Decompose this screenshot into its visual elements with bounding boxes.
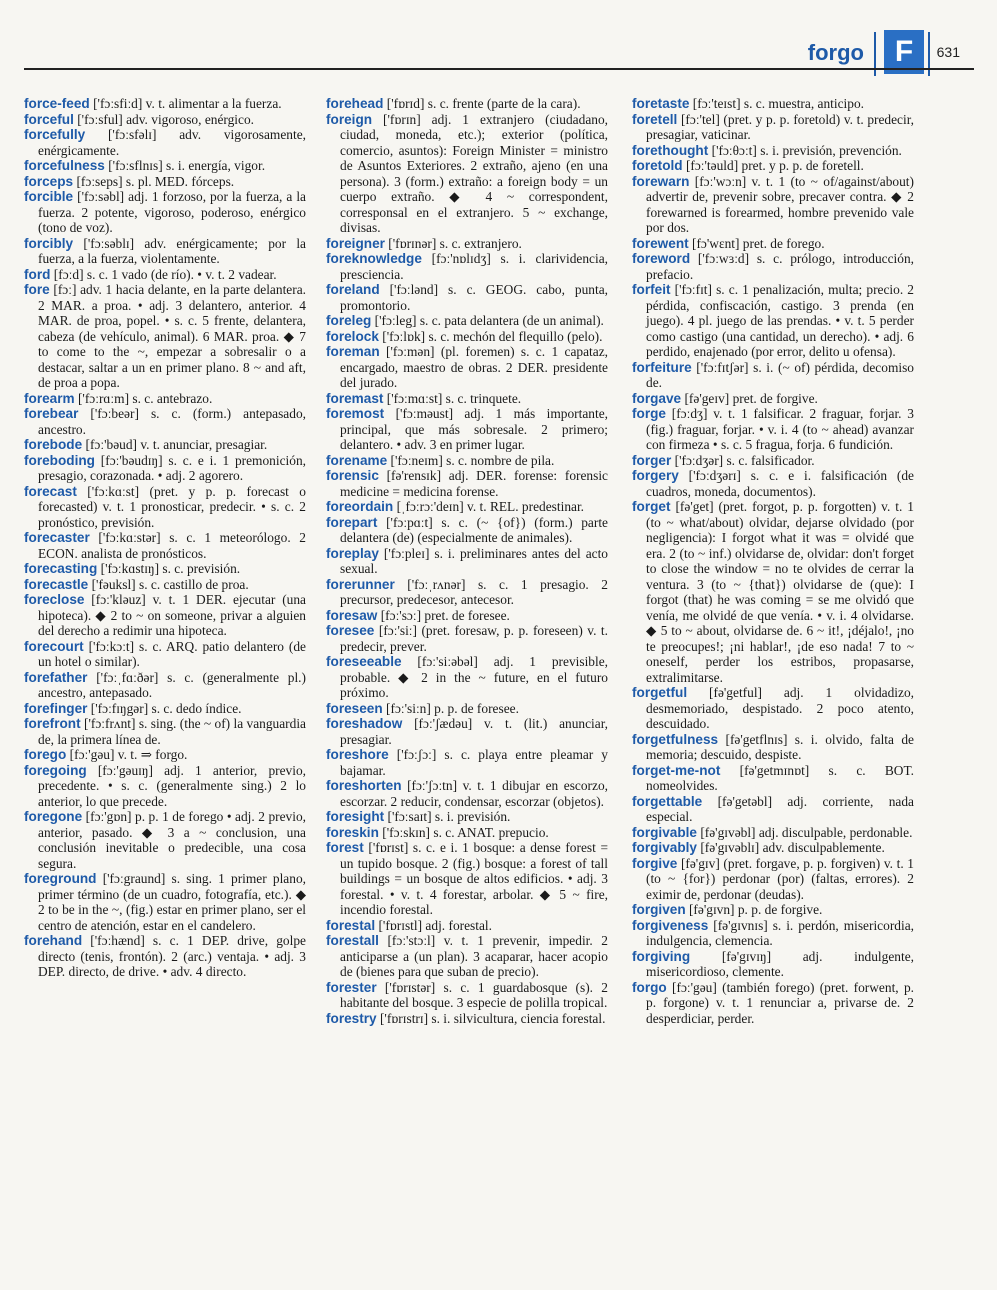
entry-definition: [fə'gɪvəbl] adj. disculpable, perdonable.: [696, 824, 913, 840]
entry-headword: forget-me-not: [632, 762, 721, 778]
entry-headword: forgetful: [632, 685, 688, 700]
column-1: [24, 96, 306, 1266]
entry-definition: [fə'gɪvnɪs] s. i. perdón, misericordia, indulgencia, clemencia.: [646, 917, 914, 948]
dictionary-entry: [24, 437, 306, 453]
dictionary-entry: [632, 902, 914, 918]
dictionary-entry: [632, 96, 914, 112]
entry-definition: [fɔːd] s. c. 1 vado (de río). • v. t. 2 vadear.: [50, 266, 277, 282]
dictionary-entry: [326, 701, 608, 717]
entry-headword: forceful: [24, 111, 74, 127]
entry-headword: forewent: [632, 235, 689, 251]
dictionary-entry: [632, 406, 914, 453]
column-2: [326, 96, 608, 1266]
entry-headword: forefinger: [24, 700, 88, 716]
dictionary-entry: [24, 670, 306, 701]
entry-definition: [fɔː'wɔːn] v. t. 1 (to ~ of/against/about) advertir de, prevenir sobre, precaver contra. ◆ 2 forewarned is forearmed, hombre prevenido vale por dos.: [646, 173, 914, 235]
entry-headword: foremost: [326, 406, 385, 421]
dictionary-entry: [24, 747, 306, 763]
entry-headword: foretold: [632, 158, 683, 173]
dictionary-entry: [326, 282, 608, 313]
entry-headword: forgettable: [632, 793, 703, 809]
entry-definition: [fɔː'təuld] pret. y p. p. de foretell.: [682, 158, 864, 173]
entry-headword: forcibly: [24, 235, 74, 251]
dictionary-entry: [326, 499, 608, 515]
entry-headword: foreign: [326, 111, 373, 127]
entry-definition: [fə'getmɪnɒt] s. c. BOT. nomeolvides.: [646, 762, 914, 793]
entry-definition: [fɔː'gəuɪŋ] adj. 1 anterior, previo, precedente. • s. c. (generalmente sing.) 2 lo anterior, lo que precede.: [38, 762, 306, 809]
entry-headword: foregoing: [24, 762, 87, 778]
entry-definition: [fɔːdʒ] v. t. 1 falsificar. 2 fraguar, forjar. 3 (fig.) fraguar, forjar. • v. i. 4 (to ~ ahead) avanzar con firmeza • s. c. 5 fragua, forja. 6 fundición.: [646, 406, 914, 452]
entry-definition: ['fɔːˌfɑːðər] s. c. (generalmente pl.) ancestro, antepasado.: [38, 669, 306, 700]
dictionary-entry: [326, 344, 608, 391]
dictionary-entry: [24, 453, 306, 484]
entry-definition: [fɔː'nɒlɪdʒ] s. i. clarividencia, presciencia.: [340, 251, 608, 282]
dictionary-entry: [326, 840, 608, 918]
entry-headword: forecaster: [24, 530, 90, 545]
dictionary-entry: [326, 608, 608, 624]
entry-definition: ['fɔːsfəlɪ] adv. vigorosamente, enérgicamente.: [38, 127, 306, 158]
entry-headword: foreword: [632, 251, 691, 266]
entry-definition: ['fɔːneɪm] s. c. nombre de pila.: [387, 452, 555, 468]
entry-definition: ['fɔːfɪŋgər] s. c. dedo índice.: [87, 700, 242, 716]
entry-headword: forgetfulness: [632, 731, 719, 747]
page-header: [24, 26, 974, 74]
dictionary-entry: [326, 654, 608, 701]
dictionary-entry: [326, 251, 608, 282]
entry-headword: forename: [326, 452, 388, 468]
column-3: [632, 96, 914, 1266]
dictionary-entry: [326, 825, 608, 841]
entry-definition: [fɔː] adv. 1 hacia delante, en la parte delantera. 2 MAR. a proa. • adj. 3 delantero, anterior. 4 MAR. de proa, popel. • s. c. 5 frente, delantera, cabeza (de vehículo, animal). 6 MAR. proa. ◆ 7 to come to the ~, empezar a sobresalir o a destacar, saltar a un en primer plano. 8 ~ and aft, de proa a popa.: [38, 282, 306, 390]
dictionary-entry: [24, 189, 306, 236]
dictionary-entry: [632, 158, 914, 174]
entry-headword: forgiven: [632, 902, 686, 917]
entry-headword: foreland: [326, 282, 380, 297]
entry-headword: foreleg: [326, 313, 372, 328]
entry-definition: [fɔːseps] s. pl. MED. fórceps.: [73, 173, 235, 189]
entry-definition: ['fɔːsful] adv. vigoroso, enérgico.: [73, 111, 255, 127]
dictionary-entry: [24, 112, 306, 128]
dictionary-entry: [632, 282, 914, 360]
dictionary-entry: [632, 174, 914, 236]
entry-definition: [fɔː'gəu] v. t. ⇒ forgo.: [66, 747, 188, 762]
dictionary-entry: [632, 918, 914, 949]
entry-definition: [fɔ'wɛnt] pret. de forego.: [688, 235, 825, 251]
dictionary-entry: [24, 158, 306, 174]
dictionary-entry: [24, 933, 306, 980]
entry-definition: ['fɔːfrʌnt] s. sing. (the ~ of) la vanguardia de, la primera línea de.: [38, 716, 306, 747]
entry-definition: ['fɔːdʒər] s. c. falsificador.: [671, 452, 815, 468]
entry-definition: ['fɔːˌrʌnər] s. c. 1 presagio. 2 precursor, predecesor, antecesor.: [340, 576, 608, 607]
dictionary-entry: [632, 685, 914, 732]
entry-definition: [fɔː'ʃɔːtn] v. t. 1 dibujar en escorzo, escorzar. 2 reducir, condensar, escorzar (objetos).: [340, 778, 608, 809]
entry-definition: [fə'geɪv] pret. de forgive.: [681, 390, 818, 406]
entry-definition: ['fɔːθɔːt] s. i. previsión, prevención.: [708, 142, 902, 158]
entry-definition: ['fɔːskɪn] s. c. ANAT. prepucio.: [378, 824, 549, 840]
dictionary-entry: [24, 871, 306, 933]
entry-definition: ['fɔːmɑːst] s. c. trinquete.: [383, 390, 522, 406]
entry-definition: ['fɔːkɑːst] (pret. y p. p. forecast o forecasted) v. t. 1 pronosticar, predecir. • s. c. 2 pronóstico, previsión.: [38, 483, 306, 530]
entry-headword: forethought: [632, 142, 709, 158]
entry-definition: ['fɔːsaɪt] s. i. previsión.: [384, 809, 511, 824]
dictionary-entry: [326, 623, 608, 654]
dictionary-entry: [632, 499, 914, 685]
entry-headword: forgivably: [632, 840, 697, 855]
entry-definition: [fə'getful] adj. 1 olvidadizo, desmemoriado, despistado. 2 poco atento, descuidado.: [646, 685, 914, 731]
dictionary-entry: [24, 701, 306, 717]
dictionary-entry: [632, 453, 914, 469]
entry-definition: [fɔː'gəu] (también forego) (pret. forwent, p. p. forgone) v. t. 1 renunciar a, privarse de. 2 desperdiciar, perder.: [646, 979, 914, 1026]
dictionary-entry: [326, 918, 608, 934]
entry-headword: foreseeable: [326, 654, 402, 669]
entry-headword: forget: [632, 499, 671, 514]
entry-definition: ['fɔːbeər] s. c. (form.) antepasado, ancestro.: [38, 406, 306, 437]
entry-definition: [fɔː'siːn] p. p. de foresee.: [382, 700, 519, 716]
entry-definition: ['fɔːsflnɪs] s. i. energía, vigor.: [104, 158, 266, 173]
entry-headword: forecourt: [24, 638, 84, 654]
dictionary-entry: [326, 468, 608, 499]
entry-definition: [fɔː'teɪst] s. c. muestra, anticipo.: [689, 96, 864, 111]
entry-headword: foreplay: [326, 545, 379, 561]
entry-definition: ['fɔːleg] s. c. pata delantera (de un animal).: [371, 313, 604, 328]
dictionary-entry: [632, 251, 914, 282]
entry-definition: ['fɒrɪnər] s. c. extranjero.: [384, 235, 522, 251]
dictionary-entry: [24, 391, 306, 407]
entry-definition: ['fɔːsəblɪ] adv. enérgicamente; por la fuerza, a la fuerza, violentamente.: [38, 235, 306, 266]
dictionary-entry: [24, 174, 306, 190]
entry-headword: fore: [24, 282, 50, 297]
entry-headword: forester: [326, 979, 377, 995]
entry-headword: forestry: [326, 1010, 377, 1026]
entry-headword: forfeit: [632, 282, 671, 297]
dictionary-entry: [326, 577, 608, 608]
entry-headword: foreshorten: [326, 778, 402, 793]
entry-headword: forefather: [24, 669, 88, 685]
dictionary-entry: [326, 546, 608, 577]
entry-headword: forfeiture: [632, 359, 692, 375]
dictionary-entry: [24, 96, 306, 112]
dictionary-entry: [24, 127, 306, 158]
entry-headword: foreshadow: [326, 716, 403, 731]
entry-headword: foreigner: [326, 235, 385, 251]
entry-definition: ['fɔːlɒk] s. c. mechón del flequillo (pelo).: [378, 328, 603, 344]
entry-headword: foreseen: [326, 700, 383, 716]
entry-headword: forcible: [24, 189, 74, 204]
entry-headword: forewarn: [632, 173, 690, 189]
guide-word: forgo: [807, 40, 864, 65]
entry-headword: forgery: [632, 468, 679, 483]
entry-headword: forgo: [632, 979, 667, 995]
entry-headword: foresight: [326, 809, 385, 824]
entry-definition: [fɔː'sɔː] pret. de foresee.: [377, 607, 510, 623]
dictionary-entry: [24, 577, 306, 593]
entry-headword: forebode: [24, 437, 83, 452]
entry-definition: ['fɔːwɜːd] s. c. prólogo, introducción, prefacio.: [646, 251, 914, 282]
dictionary-entry: [326, 313, 608, 329]
entry-definition: [fə'getflnɪs] s. i. olvido, falta de memoria; descuido, despiste.: [646, 731, 914, 762]
entry-definition: [fə'gɪvɪŋ] adj. indulgente, misericordioso, clemente.: [646, 948, 914, 979]
entry-definition: [fɔː'gɒn] p. p. 1 de forego • adj. 2 previo, anterior, pasado. ◆ 3 a ~ conclusion, una conclusión inevitable o predecible, una cosa segura.: [38, 809, 306, 871]
dictionary-columns: [24, 96, 974, 1266]
dictionary-entry: [632, 794, 914, 825]
entry-headword: foreclose: [24, 592, 85, 607]
dictionary-entry: [632, 112, 914, 143]
entry-definition: [fə'rensɪk] adj. DER. forense: forensic medicine = medicina forense.: [340, 468, 608, 499]
entry-headword: forest: [326, 840, 364, 855]
dictionary-entry: [24, 236, 306, 267]
entry-definition: ['fɔːlənd] s. c. GEOG. cabo, punta, promontorio.: [340, 282, 608, 313]
dictionary-entry: [24, 530, 306, 561]
entry-headword: forensic: [326, 468, 379, 483]
dictionary-entry: [326, 980, 608, 1011]
entry-headword: forestal: [326, 917, 376, 933]
dictionary-entry: [24, 406, 306, 437]
dictionary-entry: [632, 949, 914, 980]
entry-headword: forgiveness: [632, 917, 709, 933]
entry-headword: forgiving: [632, 948, 691, 964]
entry-headword: forehead: [326, 96, 384, 111]
dictionary-entry: [326, 406, 608, 453]
entry-headword: forego: [24, 747, 67, 762]
entry-headword: forebear: [24, 406, 79, 421]
dictionary-entry: [632, 763, 914, 794]
dictionary-entry: [24, 639, 306, 670]
dictionary-entry: [632, 143, 914, 159]
entry-definition: ['fɔːmən] (pl. foremen) s. c. 1 capataz, encargado, maestro de obras. 2 DER. presidente del jurado.: [340, 344, 608, 390]
dictionary-entry: [632, 840, 914, 856]
entry-headword: forcefully: [24, 127, 86, 142]
entry-definition: [fə'gɪvn] p. p. de forgive.: [685, 902, 823, 917]
dictionary-entry: [326, 391, 608, 407]
entry-definition: [fə'gɪv] (pret. forgave, p. p. forgiven) v. t. 1 (to ~ {for}) perdonar (por) (faltas, errores). 2 eximir de, perdonar (deudas).: [646, 855, 914, 902]
dictionary-entry: [24, 592, 306, 639]
entry-definition: ['fɔːkɑstɪŋ] s. c. previsión.: [97, 561, 241, 576]
entry-headword: foretell: [632, 111, 678, 127]
entry-headword: forger: [632, 452, 672, 468]
dictionary-entry: [632, 236, 914, 252]
dictionary-entry: [632, 825, 914, 841]
entry-headword: forecastle: [24, 576, 89, 592]
dictionary-entry: [326, 515, 608, 546]
entry-definition: [ˌfɔːrɔː'deɪn] v. t. REL. predestinar.: [393, 499, 585, 514]
dictionary-entry: [632, 468, 914, 499]
entry-headword: forepart: [326, 514, 378, 530]
entry-headword: forge: [632, 406, 666, 421]
dictionary-entry: [632, 391, 914, 407]
entry-definition: [fɔː'bəudɪŋ] s. c. e i. 1 premonición, presagio, corazonada. • adj. 2 agorero.: [38, 452, 306, 483]
entry-definition: ['fɔːpɑːt] s. c. (~ {of}) (form.) parte delantera (de) (especialmente de animales).: [340, 514, 608, 545]
entry-headword: forestall: [326, 933, 379, 948]
entry-headword: forceps: [24, 173, 74, 189]
entry-definition: [fɔː'siːəbəl] adj. 1 previsible, probable. ◆ 2 in the ~ future, en el futuro próximo.: [340, 654, 608, 700]
entry-headword: foremast: [326, 390, 384, 406]
entry-headword: forecast: [24, 483, 77, 499]
entry-headword: ford: [24, 266, 51, 282]
entry-headword: forgivable: [632, 824, 697, 840]
entry-definition: ['fɔːhænd] s. c. 1 DEP. drive, golpe directo (tenis, frontón). 2 (arc.) ventaja. • adj. 3 DEP. directo, de drive. • adv. 4 directo.: [38, 933, 306, 979]
entry-definition: ['fɒrɪstrɪ] s. i. silvicultura, ciencia forestal.: [376, 1010, 606, 1026]
entry-definition: ['fɒrɪd] s. c. frente (parte de la cara).: [383, 96, 581, 111]
dictionary-entry: [632, 856, 914, 903]
entry-definition: ['fɔːpleɪ] s. i. preliminares antes del acto sexual.: [340, 545, 608, 576]
entry-headword: foresaw: [326, 607, 378, 623]
entry-definition: [fɔː'kləuz] v. t. 1 DER. ejecutar (una hipoteca). ◆ 2 to ~ on someone, privar a alguien del derecho a redimir una hipoteca.: [38, 592, 306, 638]
entry-definition: ['fɔːməust] adj. 1 más importante, principal, que más sobresale. 2 primero; delantero. • adv. 3 en primer lugar.: [340, 406, 608, 452]
entry-definition: ['fɒrɪn] adj. 1 extranjero (ciudadano, ciudad, moneda, etc.); exterior (política, comercio, asuntos): Foreign Minister = ministro de Asuntos Exteriores. 2 extraño, ajeno (en una persona). 3 (form.) extraño: a foreign body = un cuerpo extraño. ◆ 4 ~ correspondent, corresponsal en el extranjero. 5 ~ exchange, divisas.: [340, 111, 608, 235]
entry-definition: ['fɒrɪst] s. c. e i. 1 bosque: a dense forest = un tupido bosque. 2 (fig.) bosque: a forest of tall buildings = un bosque de altos edificios. • adj. 3 forestal. • v. t. 4 forestar, arbolar. ◆ 5 ~ fire, incendio forestal.: [340, 840, 608, 917]
dictionary-entry: [632, 360, 914, 391]
dictionary-entry: [326, 747, 608, 778]
entry-headword: foreordain: [326, 499, 394, 514]
entry-headword: foregone: [24, 809, 83, 824]
entry-definition: ['fɔːkɔːt] s. c. ARQ. patio delantero (de un hotel o similar).: [38, 638, 306, 669]
entry-definition: ['fɔːfɪt] s. c. 1 penalización, multa; precio. 2 pérdida, confiscación, castigo. 3 prenda (en juego). 4 pl. juego de las prendas. • v. t. 5 perder como castigo (una cantidad, un derecho). • adj. 6 perdido, enajenado (por error, delito u ofensa).: [646, 282, 914, 359]
dictionary-entry: [326, 112, 608, 236]
entry-headword: foreboding: [24, 452, 95, 468]
entry-definition: ['fɒrɪstl] adj. forestal.: [375, 917, 492, 933]
dictionary-entry: [24, 282, 306, 391]
entry-definition: [fə'getəbl] adj. corriente, nada especial.: [646, 793, 914, 824]
dictionary-entry: [326, 809, 608, 825]
dictionary-entry: [326, 329, 608, 345]
entry-definition: [fə'gɪvəblɪ] adv. disculpablemente.: [696, 840, 885, 855]
entry-headword: forelock: [326, 328, 379, 344]
header-rule: [24, 68, 974, 70]
entry-headword: foreshore: [326, 747, 389, 762]
entry-headword: foresee: [326, 623, 375, 638]
entry-definition: ['fɔːrɑːm] s. c. antebrazo.: [74, 390, 213, 406]
entry-headword: forecasting: [24, 561, 98, 576]
entry-definition: ['fɔːdʒərɪ] s. c. e i. falsificación (de cuadros, moneda, documentos).: [646, 468, 914, 499]
entry-definition: ['fəuksl] s. c. castillo de proa.: [88, 576, 249, 592]
entry-headword: forgive: [632, 855, 678, 871]
dictionary-entry: [326, 1011, 608, 1027]
entry-definition: [fɔː'bəud] v. t. anunciar, presagiar.: [82, 437, 268, 452]
dictionary-entry: [326, 933, 608, 980]
dictionary-entry: [326, 453, 608, 469]
entry-definition: [fɔː'ʃædəu] v. t. (lit.) anunciar, presagiar.: [340, 716, 608, 747]
entry-headword: forgave: [632, 390, 682, 406]
entry-headword: forefront: [24, 716, 81, 731]
page-number: 631: [936, 44, 960, 60]
entry-headword: foreknowledge: [326, 251, 422, 266]
entry-headword: foreman: [326, 344, 380, 359]
entry-definition: ['fɔːsfiːd] v. t. alimentar a la fuerza.: [89, 96, 282, 111]
dictionary-entry: [632, 732, 914, 763]
entry-headword: foreground: [24, 871, 97, 886]
dictionary-entry: [326, 236, 608, 252]
dictionary-entry: [326, 96, 608, 112]
entry-headword: force-feed: [24, 96, 90, 111]
entry-definition: ['fɒrɪstər] s. c. 1 guardabosque (s). 2 habitante del bosque. 3 especie de polilla tropical.: [340, 979, 608, 1010]
entry-definition: ['fɔːgraund] s. sing. 1 primer plano, primer término (de un cuadro, fotografía, etc.). ◆ 2 to be in the ~, (fig.) estar en primer plano, ser el centro de atención, estar en el candelero.: [38, 871, 306, 933]
dictionary-entry: [24, 561, 306, 577]
entry-definition: [fɔː'stɔːl] v. t. 1 prevenir, impedir. 2 anticiparse a (un plan). 3 acaparar, hacer acopio de (bienes para que suban de precio).: [340, 933, 608, 979]
entry-headword: forehand: [24, 933, 83, 948]
dictionary-entry: [632, 980, 914, 1027]
entry-definition: ['fɔːkɑːstər] s. c. 1 meteorólogo. 2 ECON. analista de pronósticos.: [38, 530, 306, 561]
entry-headword: foretaste: [632, 96, 690, 111]
dictionary-entry: [24, 484, 306, 531]
entry-headword: forearm: [24, 390, 75, 406]
section-letter-tab: F: [884, 30, 924, 74]
dictionary-entry: [326, 778, 608, 809]
entry-headword: forerunner: [326, 576, 395, 592]
entry-definition: ['fɔːfɪtʃər] s. i. (~ of) pérdida, decomiso de.: [646, 359, 914, 390]
entry-definition: ['fɔːsəbl] adj. 1 forzoso, por la fuerza, a la fuerza. 2 potente, vigoroso, poderoso, enérgico (tono de voz).: [38, 189, 306, 235]
entry-definition: [fə'get] (pret. forgot, p. p. forgotten) v. t. 1 (to ~ what/about) olvidar, dejarse olvidado (por negligencia): I forgot what it was = olvidé que era. 2 (to ~ inf.) olvidarse de, olvidar: don't forget to close the window = no te olvides de cerrar la ventura. 3 (to ~ {that}) olvidarse de (que): I forgot (that) he was coming = se me olvidó que venía, me olvidé de que venía. • v. i. 4 olvidarse. ◆ 5 to ~ about, olvidarse de. 6 ~ it!, ¡déjalo!, ¡no te preocupes!; ¡ni hablar!, ¡de eso nada! 7 to ~ oneself, perder los estribos, propasarse, extralimitarse.: [646, 499, 914, 685]
entry-definition: [fɔː'siː] (pret. foresaw, p. p. foreseen) v. t. predecir, prever.: [340, 623, 608, 654]
dictionary-entry: [326, 716, 608, 747]
entry-definition: [fɔː'tel] (pret. y p. p. foretold) v. t. predecir, presagiar, vaticinar.: [646, 111, 914, 142]
dictionary-entry: [24, 716, 306, 747]
entry-headword: foreskin: [326, 824, 379, 840]
dictionary-entry: [24, 763, 306, 810]
dictionary-entry: [24, 809, 306, 871]
entry-headword: forcefulness: [24, 158, 105, 173]
entry-definition: ['fɔːʃɔː] s. c. playa entre pleamar y bajamar.: [340, 747, 608, 778]
dictionary-entry: [24, 267, 306, 283]
